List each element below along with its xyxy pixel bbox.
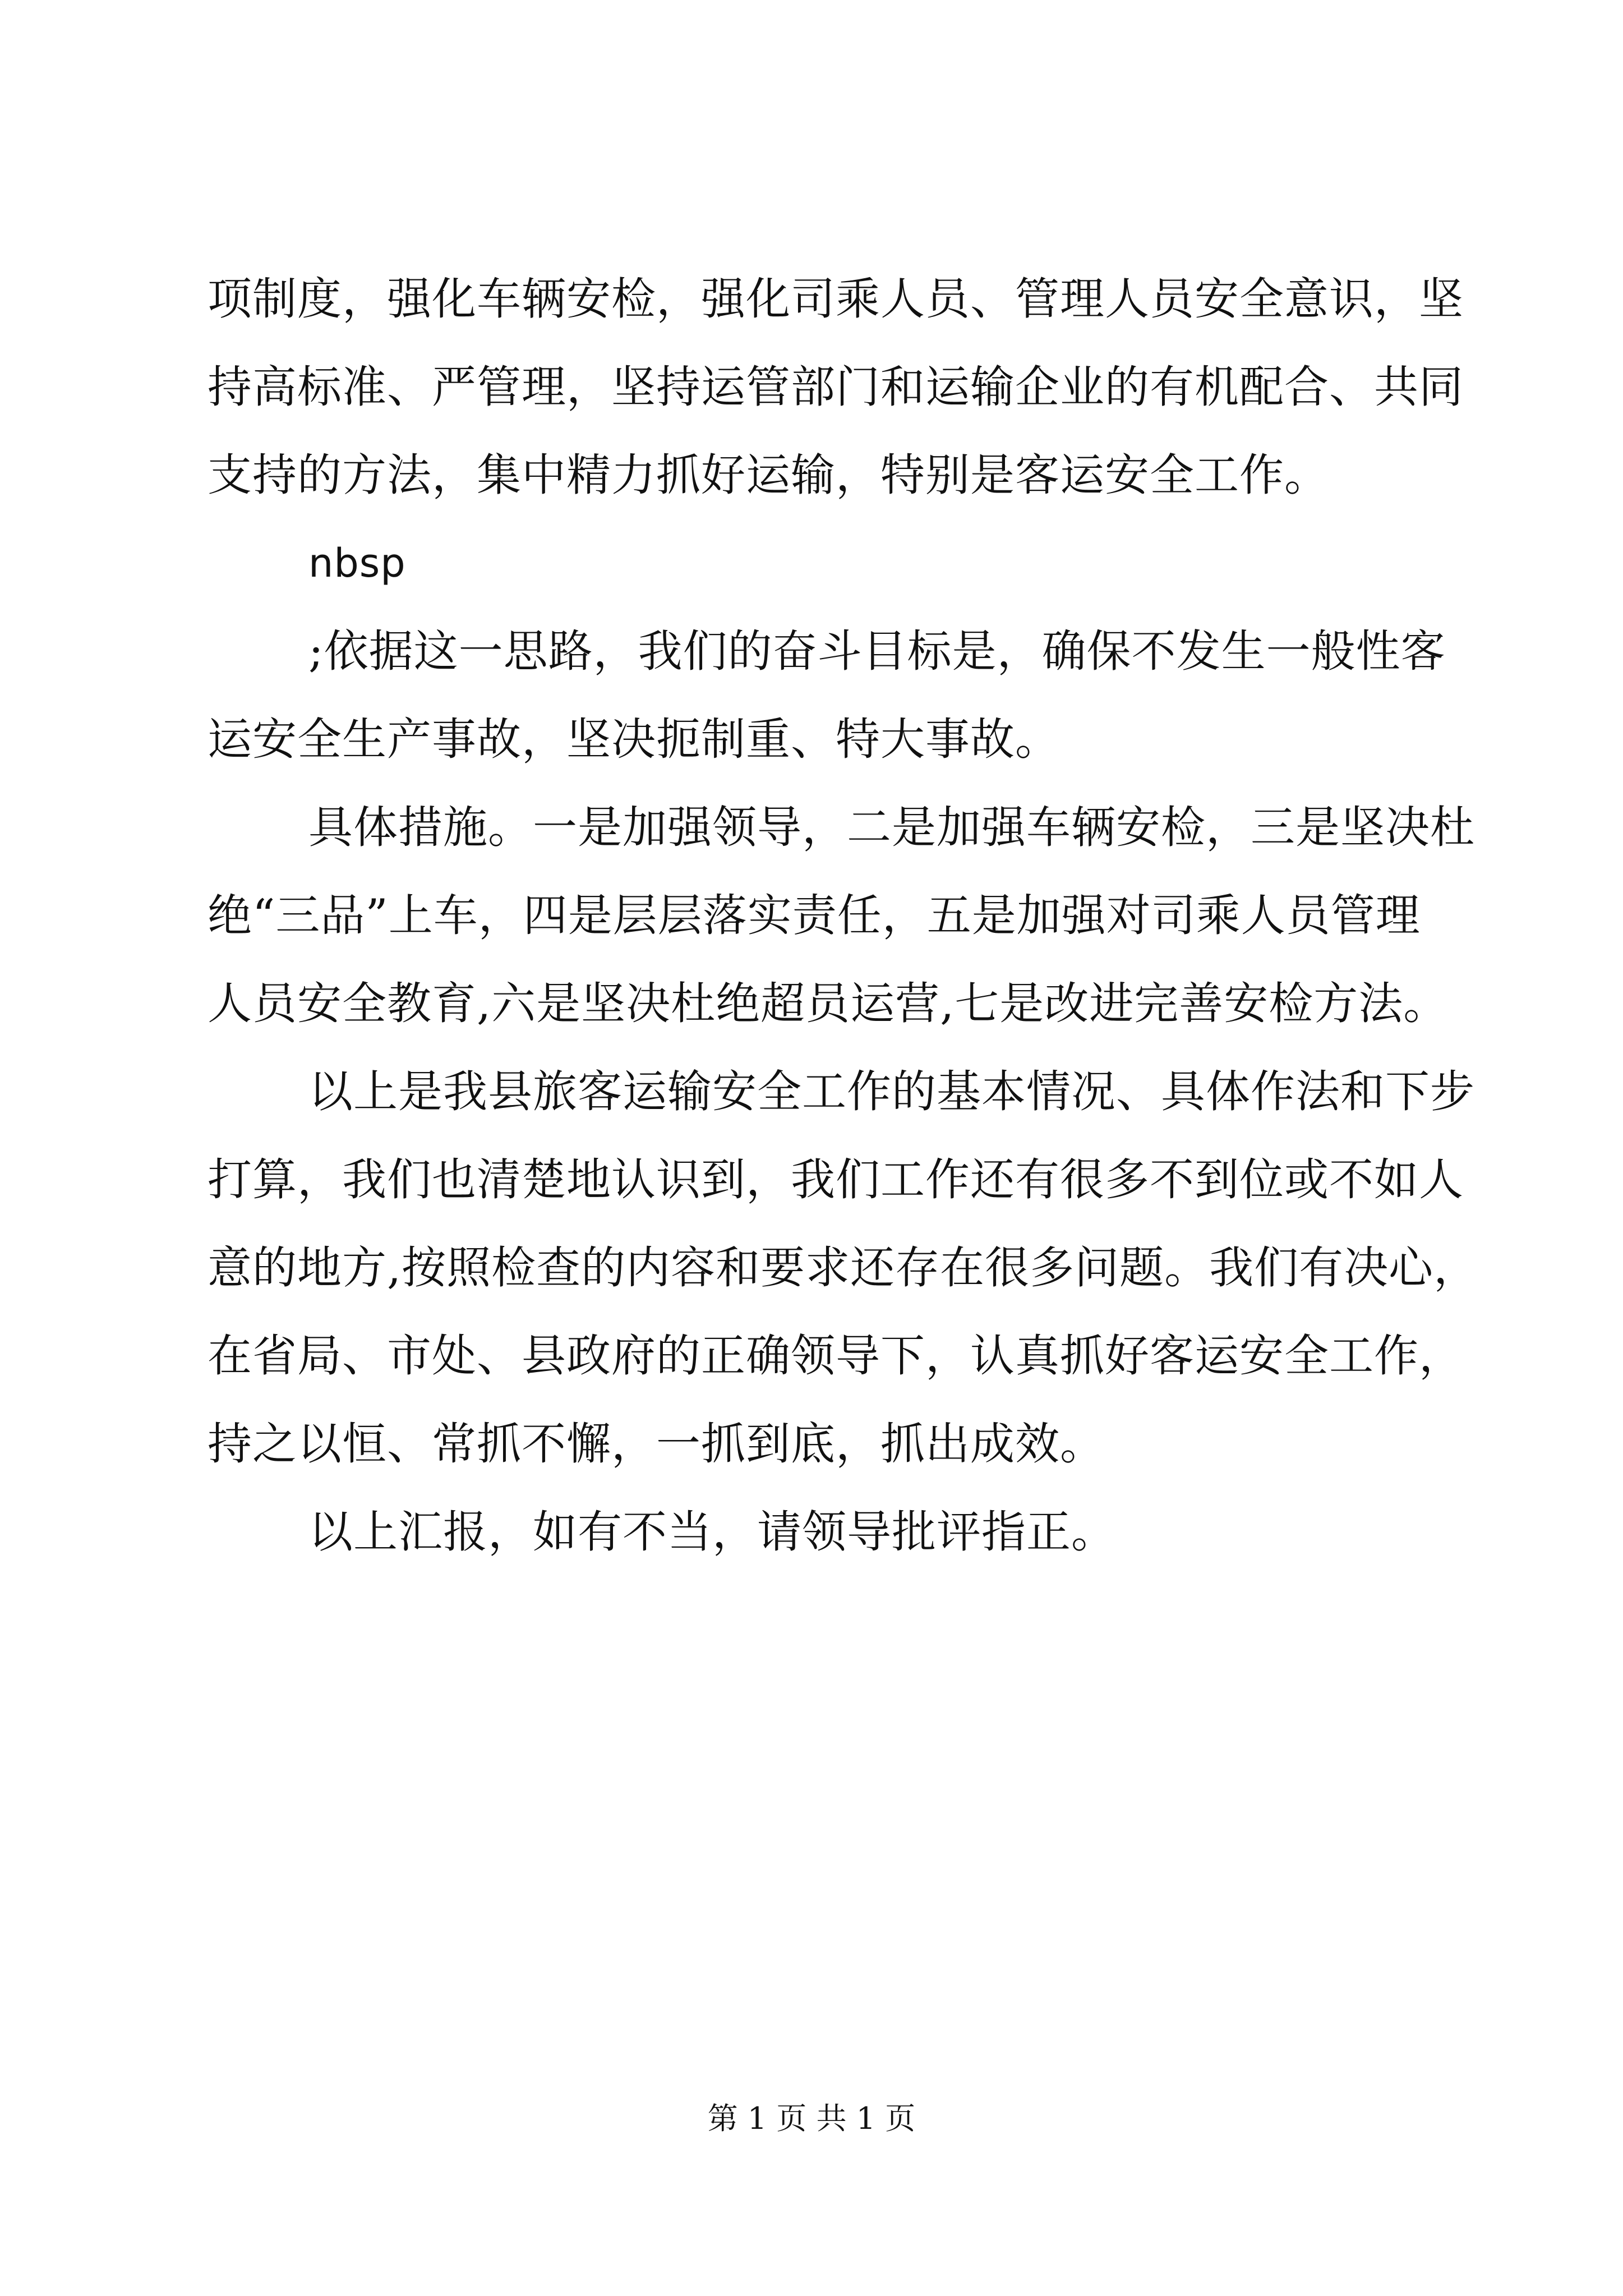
text-line: 以上是我县旅客运输安全工作的基本情况、具体作法和下步 [308, 1066, 1475, 1117]
text-line: 支持的方法，集中精力抓好运输，特别是客运安全工作。 [208, 449, 1329, 501]
text-line: 具体措施。一是加强领导，二是加强车辆安检，三是坚决杜 [308, 802, 1475, 853]
text-line: 持高标准、严管理，坚持运管部门和运输企业的有机配合、共同 [208, 361, 1464, 413]
text-line: nbsp [308, 540, 406, 586]
text-line: 运安全生产事故，坚决扼制重、特大事故。 [208, 714, 1060, 765]
text-line: 以上汇报，如有不当，请领导批评指正。 [308, 1506, 1116, 1558]
text-line: 人员安全教育,六是坚决杜绝超员运营,七是改进完善安检方法。 [208, 978, 1449, 1029]
text-line: ;依据这一思路，我们的奋斗目标是，确保不发生一般性客 [308, 625, 1446, 677]
text-line: 在省局、市处、县政府的正确领导下，认真抓好客运安全工作， [208, 1330, 1464, 1382]
document-body [208, 255, 1479, 1576]
text-line: 意的地方,按照检查的内容和要求还存在很多问题。我们有决心， [208, 1242, 1479, 1294]
text-line: 项制度，强化车辆安检，强化司乘人员、管理人员安全意识，坚 [208, 273, 1464, 325]
page-footer: 第 1 页 共 1 页 [707, 2101, 916, 2136]
text-line: 持之以恒、常抓不懈，一抓到底，抓出成效。 [208, 1418, 1105, 1470]
text-line: 打算，我们也清楚地认识到，我们工作还有很多不到位或不如人 [208, 1154, 1464, 1205]
text-line: 绝“三品”上车，四是层层落实责任，五是加强对司乘人员管理 [208, 890, 1421, 941]
